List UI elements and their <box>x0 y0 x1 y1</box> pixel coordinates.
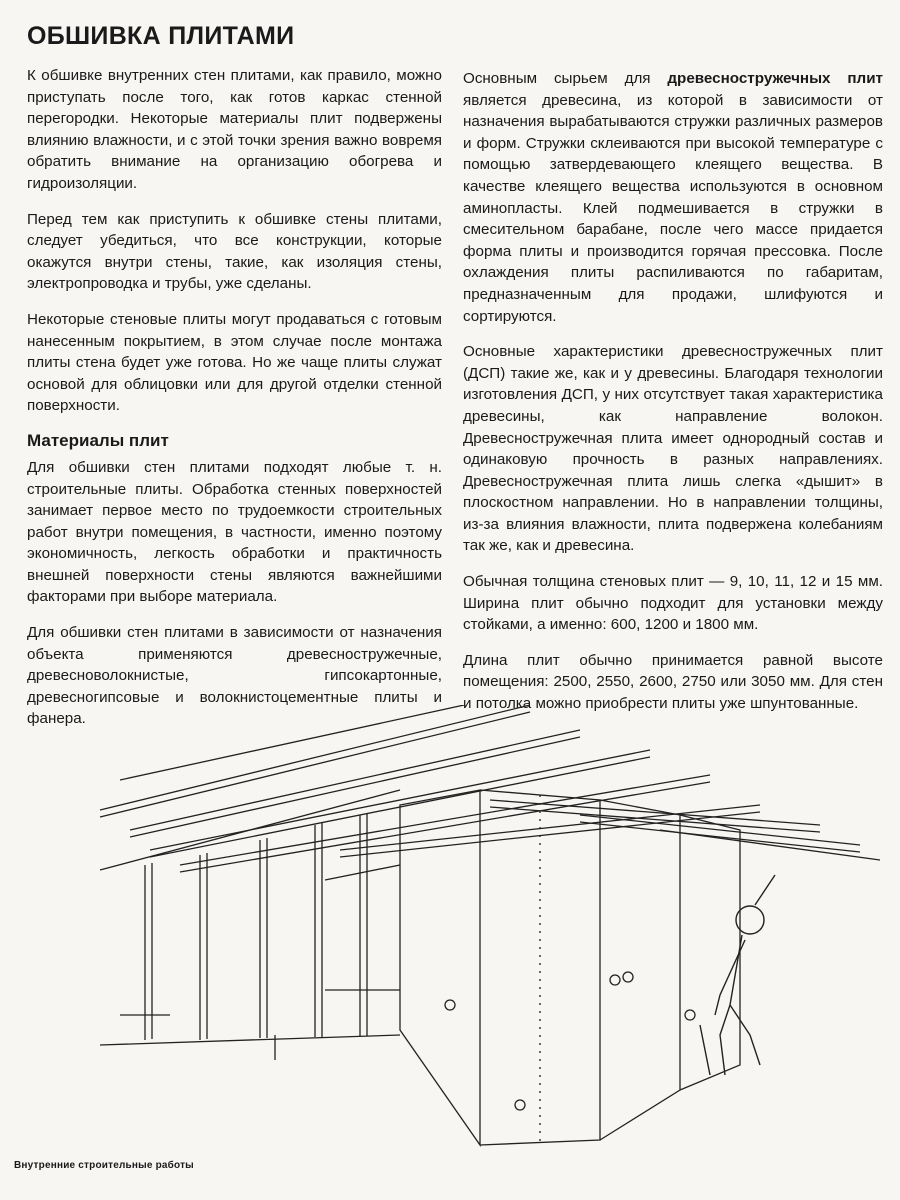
open-stud-frame <box>100 790 400 1060</box>
page-title: ОБШИВКА ПЛИТАМИ <box>27 22 295 50</box>
paragraph: Основные характеристики древесностружечных плит (ДСП) такие же, как и у древесины. Благодаря технологии изготовления ДСП, у них отсутствует такая характеристика древесины, как направление волокон. Древесностружечная плита имеет однородный состав и одинаковую прочность в разных направлениях. Древесностружечная плита лишь слегка «дышит» в плоскостном направлении. Но в направлении толщины, из-за влияния влажности, плита подвержена колебаниям так же, как и древесина. <box>463 343 883 555</box>
paragraph-text: Основным сырьем для <box>463 70 668 87</box>
right-column <box>463 68 883 729</box>
left-column <box>27 22 442 744</box>
paragraph: К обшивке внутренних стен плитами, как правило, можно приступать после того, как готов каркас стенной перегородки. Некоторые материалы плит подвержены влиянию влажности, и с этой точки зрения важно вовремя обратить внимание на организацию обогрева и гидроизоляции. <box>27 67 442 192</box>
paragraph: Обычная толщина стеновых плит — 9, 10, 11, 12 и 15 мм. Ширина плит обычно подходит для установки между стойками, а именно: 600, 1200 и 1800 мм. <box>463 573 883 634</box>
paragraph: Перед тем как приступить к обшивке стены плитами, следует убедиться, что все конструкции, которые окажутся внутри стены, такие, как изоляция стены, электропроводка и трубы, уже сделаны. <box>27 210 442 293</box>
paragraph: Для обшивки стен плитами подходят любые т. н. строительные плиты. Обработка стенных поверхностей занимает первое место по трудоемкости строительных работ внутри помещения, в частности, именно поэтому экономичность, легкость обработки и практичность внешней поверхности стены являются важнейшими факторами при выборе материала. <box>27 458 442 606</box>
ceiling-joists <box>100 705 880 872</box>
paragraph: Некоторые стеновые плиты могут продаваться с готовым нанесенным покрытием, в этом случае после монтажа плиты стена будет уже готова. Но же чаще плиты служат основой для облицовки или для другой отделки стенной поверхности. <box>27 310 442 415</box>
worker-figure <box>700 875 775 1075</box>
page-footer: Внутренние строительные работы <box>14 1160 194 1171</box>
paragraph: Длина плит обычно принимается равной высоте помещения: 2500, 2550, 2600, 2750 или 3050 мм. Для стен и потолка можно приобрести плиты уже шпунтованные. <box>463 651 883 713</box>
term-bold: древесностружечных плит <box>667 70 883 87</box>
sheathed-wall-panels <box>400 790 740 1145</box>
paragraph <box>463 68 883 327</box>
paragraph-text: является древесина, из которой в зависимости от назначения вырабатываются стружки различных размеров и форм. Стружки склеиваются при высокой температуре с помощью затвердевающего клеящего вещества. В качестве клеящего вещества используются в основном аминопласты. Клей подмешивается в стружки в смесительном барабане, после чего массе придается форма плиты и производится горячая прессовка. После охлаждения плиты распиливаются по габаритам, предназначенным для продажи, шлифуются и сортируются. <box>463 91 883 325</box>
section-heading: Материалы плит <box>27 430 169 450</box>
paragraph: Для обшивки стен плитами в зависимости от назначения объекта применяются древесностружечные, древесноволокнистые, гипсокартонные, древесногипсовые и волокнистоцементные плиты и фанера. <box>27 624 442 728</box>
wall-frame-sheathing-illustration <box>60 705 900 1165</box>
